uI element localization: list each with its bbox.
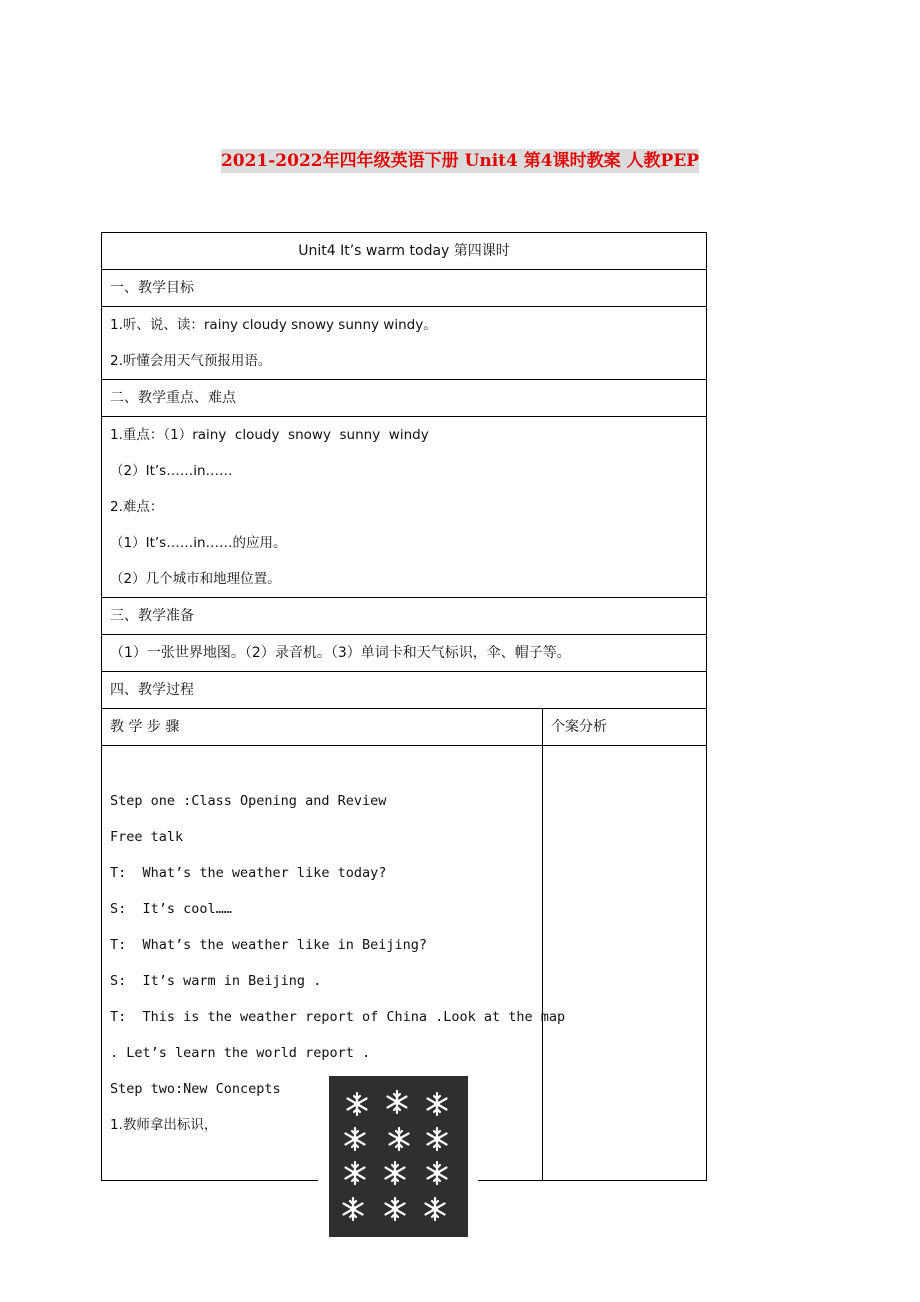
step-line: S: It’s warm in Beijing .	[110, 973, 322, 989]
keypoint-line: （1）It’s……in……的应用。	[110, 535, 287, 551]
step-line: Step one :Class Opening and Review	[110, 793, 387, 809]
table-header: Unit4 It’s warm today 第四课时	[102, 233, 707, 270]
preparation-text: （1）一张世界地图。（2）录音机。（3）单词卡和天气标识，伞、帽子等。	[102, 635, 707, 672]
column-steps-header: 教 学 步 骤	[102, 709, 543, 746]
analysis-cell	[543, 746, 707, 1181]
snowflakes-image	[329, 1076, 468, 1237]
column-analysis-header: 个案分析	[543, 709, 707, 746]
step-line: T: This is the weather report of China .Look at the map	[110, 1009, 566, 1025]
step-line: T: What’s the weather like today?	[110, 865, 387, 881]
step-line: S: It’s cool……	[110, 901, 232, 917]
snowflakes-icon	[329, 1076, 468, 1237]
keypoint-line: 2.难点：	[110, 499, 164, 515]
section-process-heading: 四、教学过程	[102, 672, 707, 709]
objectives-cell	[102, 307, 707, 380]
document-title: 2021-2022年四年级英语下册 Unit4 第4课时教案 人教PEP	[220, 151, 700, 171]
keypoint-line: （2）It’s……in……	[110, 463, 233, 479]
steps-cell	[102, 746, 566, 1181]
section-objectives-heading: 一、教学目标	[102, 270, 707, 307]
keypoints-cell	[102, 417, 707, 598]
step-line: . Let’s learn the world report .	[110, 1045, 371, 1061]
section-keypoints-heading: 二、教学重点、难点	[102, 380, 707, 417]
step-line: Step two:New Concepts	[110, 1081, 281, 1097]
objective-line: 2.听懂会用天气预报用语。	[110, 353, 272, 369]
section-preparation-heading: 三、教学准备	[102, 598, 707, 635]
objective-line: 1.听、说、读：rainy cloudy snowy sunny windy。	[110, 317, 437, 333]
step-line: Free talk	[110, 829, 184, 845]
lesson-plan-table	[101, 232, 707, 1181]
keypoint-line: （2）几个城市和地理位置。	[110, 571, 281, 587]
step-line: T: What’s the weather like in Beijing?	[110, 937, 427, 953]
step-line: 1.教师拿出标识，	[110, 1117, 218, 1133]
keypoint-line: 1.重点：（1）rainy cloudy snowy sunny windy	[110, 427, 429, 443]
